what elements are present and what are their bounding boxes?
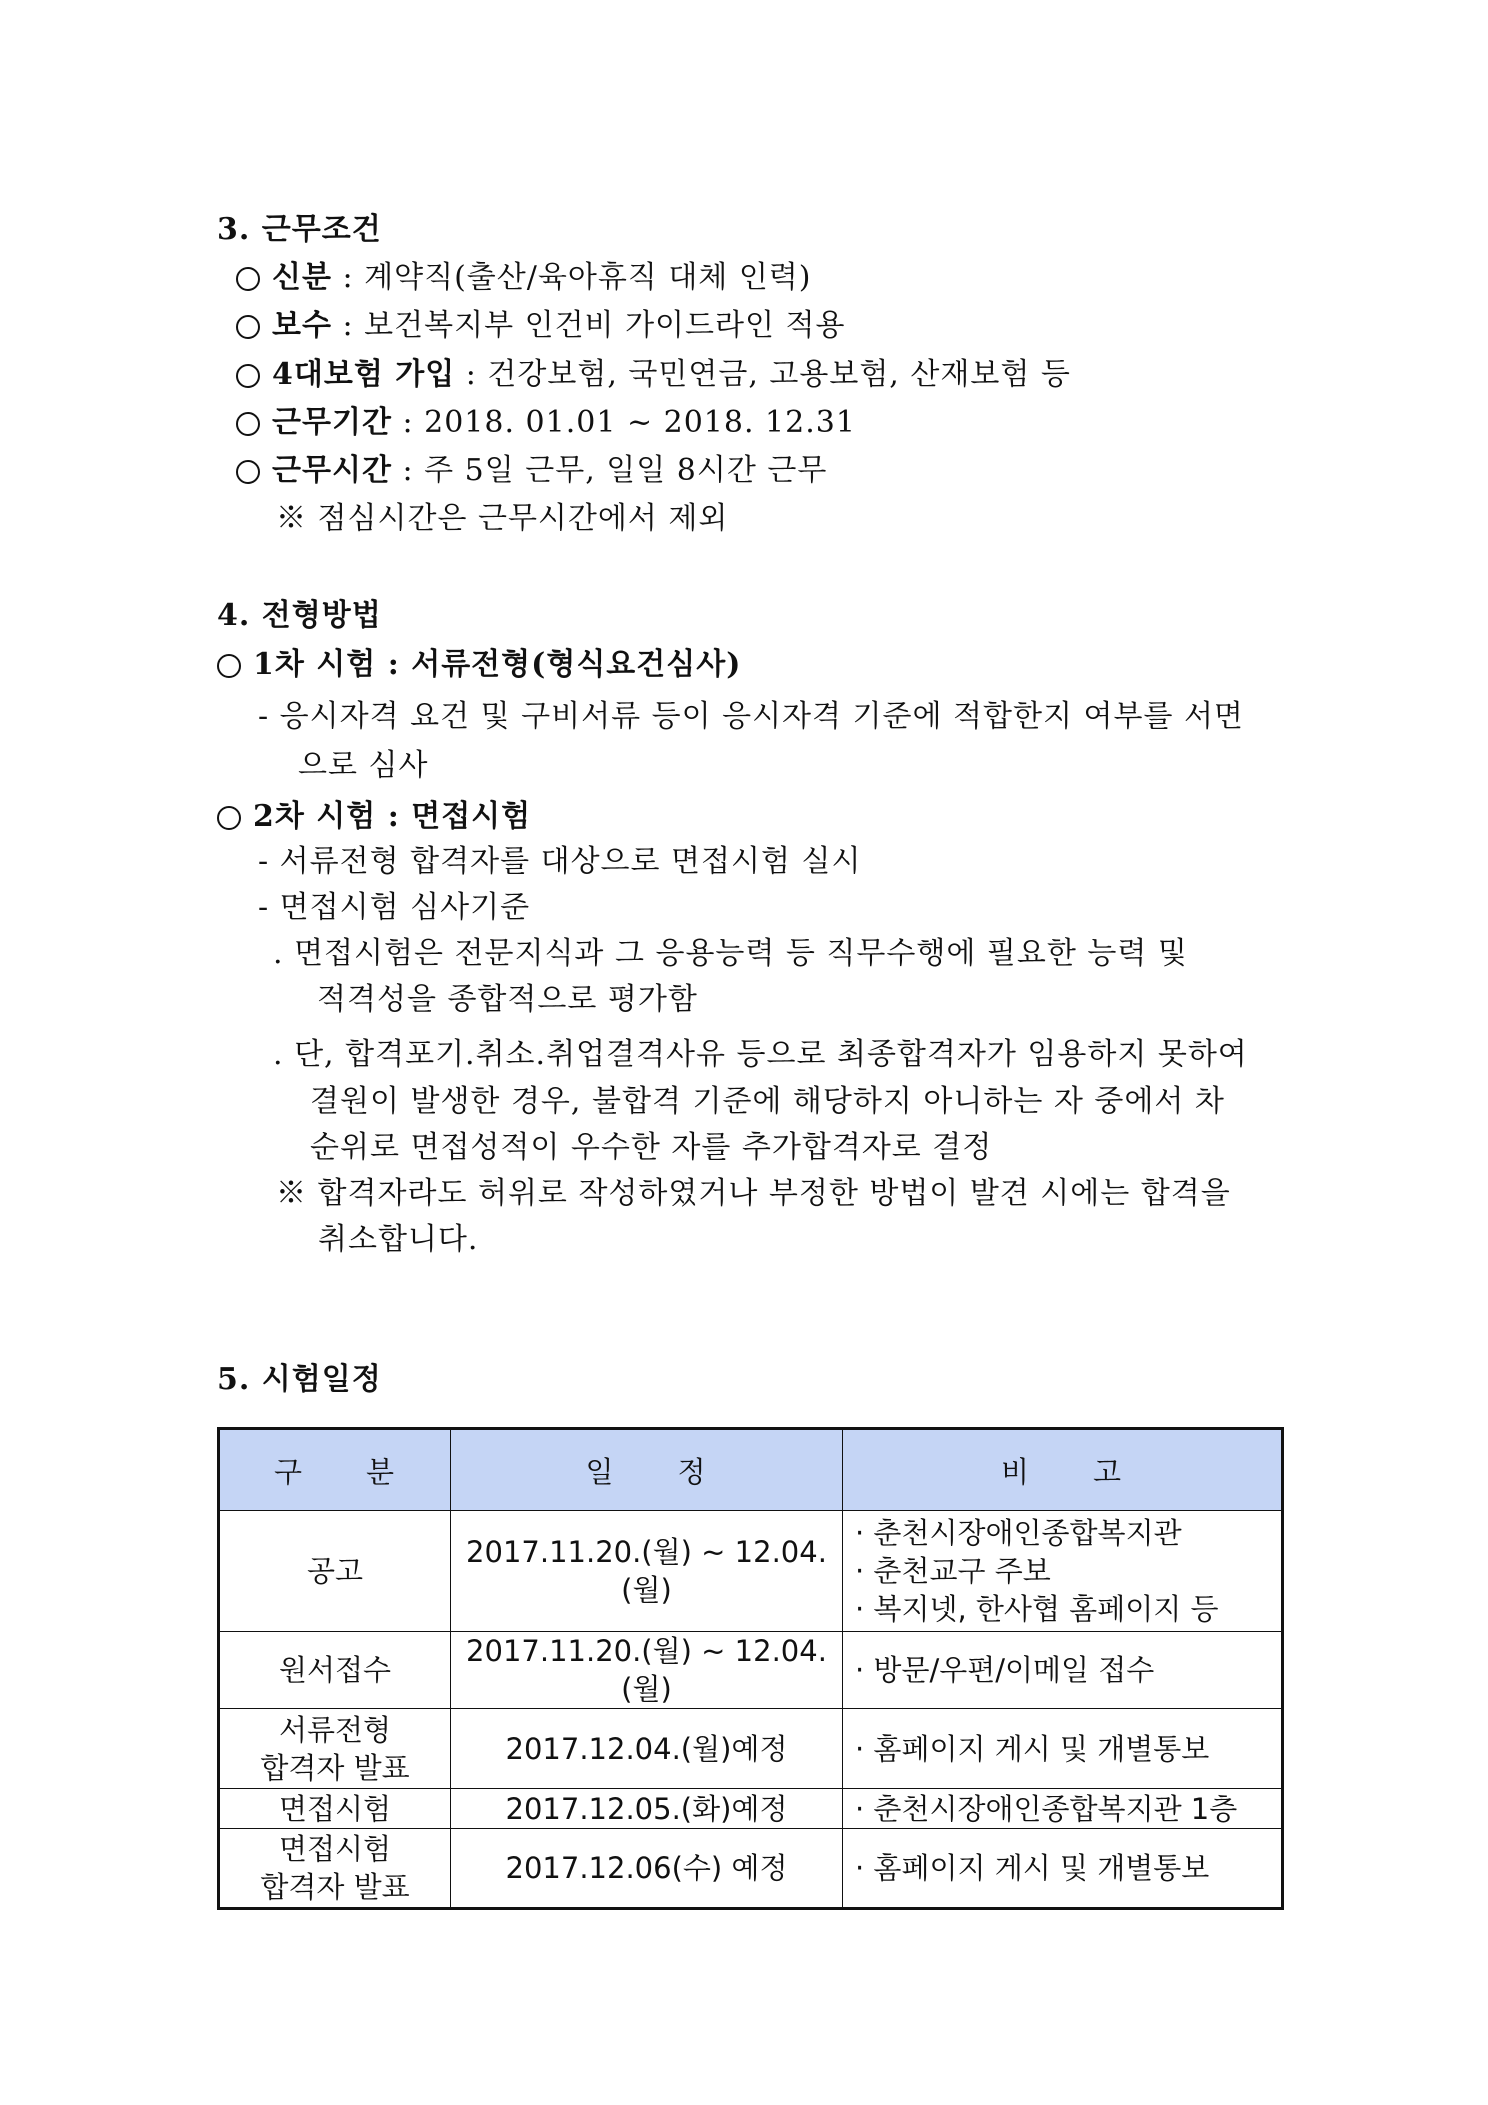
cell-schedule: 2017.11.20.(월) ~ 12.04.(월) (451, 1632, 843, 1709)
cell-category (219, 1829, 451, 1909)
condition-value: 2018. 01.01 ~ 2018. 12.31 (424, 405, 856, 440)
header-category: 구 분 (219, 1429, 451, 1511)
circle-bullet-icon (217, 806, 241, 830)
cell-notes (843, 1829, 1283, 1909)
cell-notes (843, 1632, 1283, 1709)
cell-notes (843, 1511, 1283, 1632)
header-schedule: 일 정 (451, 1429, 843, 1511)
criteria-bullet-2-line3: 순위로 면접성적이 우수한 자를 추가합격자로 결정 (310, 1130, 993, 1165)
circle-bullet-icon (217, 654, 241, 678)
section-3-heading: 3. 근무조건 (217, 212, 382, 247)
note-line: · 홈페이지 게시 및 개별통보 (855, 1851, 1210, 1885)
table-row (219, 1632, 1283, 1709)
table-row (219, 1709, 1283, 1789)
criteria-bullet-1-line1: . 면접시험은 전문지식과 그 응용능력 등 직무수행에 필요한 능력 및 (273, 936, 1188, 971)
criteria-bullet-2-line1: . 단, 합격포기.취소.취업결격사유 등으로 최종합격자가 임용하지 못하여 (273, 1037, 1248, 1072)
condition-label: 신분 (272, 260, 332, 295)
circle-bullet-icon (236, 412, 260, 436)
circle-bullet-icon (236, 460, 260, 484)
category-line: 면접시험 (278, 1832, 392, 1866)
cell-notes (843, 1789, 1283, 1829)
stage-1-title (217, 645, 741, 685)
circle-bullet-icon (236, 267, 260, 291)
condition-value: 주 5일 근무, 일일 8시간 근무 (424, 453, 828, 488)
cancel-note-line2: 취소합니다. (318, 1222, 479, 1257)
cell-schedule: 2017.12.06(수) 예정 (451, 1829, 843, 1909)
condition-label: 근무기간 (272, 405, 392, 440)
condition-separator: : (391, 453, 425, 488)
condition-value: 계약직(출산/육아휴직 대체 인력) (364, 260, 812, 295)
stage-1-desc-line1: - 응시자격 요건 및 구비서류 등이 응시자격 기준에 적합한지 여부를 서면 (258, 699, 1244, 734)
cancel-note-line1: ※ 합격자라도 허위로 작성하였거나 부정한 방법이 발견 시에는 합격을 (276, 1176, 1231, 1211)
stage-2-desc1: - 서류전형 합격자를 대상으로 면접시험 실시 (258, 844, 862, 879)
condition-separator: : (331, 260, 365, 295)
condition-separator: : (331, 308, 365, 343)
condition-separator: : (391, 405, 425, 440)
condition-label: 근무시간 (272, 453, 392, 488)
category-line: 합격자 발표 (260, 1870, 410, 1904)
stage-2-title-text: 2차 시험 : 면접시험 (253, 799, 532, 834)
condition-label: 4대보험 가입 (272, 357, 456, 392)
note-line: · 복지넷, 한사협 홈페이지 등 (855, 1592, 1219, 1626)
category-line: 서류전형 (278, 1712, 392, 1747)
stage-2-desc2: - 면접시험 심사기준 (258, 890, 531, 925)
note-line: · 춘천시장애인종합복지관 1층 (855, 1791, 1238, 1826)
circle-bullet-icon (236, 315, 260, 339)
table-header-row (219, 1429, 1283, 1511)
condition-separator: : (455, 357, 488, 392)
lunch-note: ※ 점심시간은 근무시간에서 제외 (276, 501, 729, 536)
cell-category: 원서접수 (219, 1632, 451, 1709)
schedule-table (217, 1427, 1284, 1910)
stage-2-title (217, 797, 531, 837)
table-row (219, 1829, 1283, 1909)
note-line: · 홈페이지 게시 및 개별통보 (855, 1731, 1210, 1766)
condition-value: 건강보험, 국민연금, 고용보험, 산재보험 등 (487, 357, 1071, 392)
criteria-bullet-1-line2: 적격성을 종합적으로 평가함 (317, 982, 698, 1017)
condition-item-salary (236, 306, 845, 346)
note-line: · 춘천교구 주보 (855, 1554, 1051, 1588)
criteria-bullet-2-line2: 결원이 발생한 경우, 불합격 기준에 해당하지 아니하는 자 중에서 차 (310, 1084, 1225, 1119)
cell-notes (843, 1709, 1283, 1789)
cell-schedule: 2017.12.04.(월)예정 (451, 1709, 843, 1789)
condition-item-insurance (236, 355, 1071, 395)
condition-label: 보수 (272, 308, 332, 343)
circle-bullet-icon (236, 364, 260, 388)
condition-item-hours (236, 451, 827, 491)
stage-1-desc-line2: 으로 심사 (298, 748, 429, 783)
section-4-heading: 4. 전형방법 (217, 598, 382, 633)
stage-1-title-text: 1차 시험 : 서류전형(형식요건심사) (253, 647, 742, 682)
table-row (219, 1511, 1283, 1632)
table-row (219, 1789, 1283, 1829)
condition-value: 보건복지부 인건비 가이드라인 적용 (364, 308, 846, 343)
condition-item-period (236, 403, 856, 443)
cell-category: 공고 (219, 1511, 451, 1632)
note-line: · 춘천시장애인종합복지관 (855, 1516, 1182, 1550)
cell-schedule: 2017.12.05.(화)예정 (451, 1789, 843, 1829)
note-line: · 방문/우편/이메일 접수 (855, 1653, 1155, 1687)
cell-schedule: 2017.11.20.(월) ~ 12.04.(월) (451, 1511, 843, 1632)
category-line: 합격자 발표 (260, 1750, 410, 1785)
cell-category (219, 1709, 451, 1789)
cell-category: 면접시험 (219, 1789, 451, 1829)
condition-item-status (236, 258, 811, 298)
section-5-heading: 5. 시험일정 (217, 1362, 382, 1397)
header-notes: 비 고 (843, 1429, 1283, 1511)
